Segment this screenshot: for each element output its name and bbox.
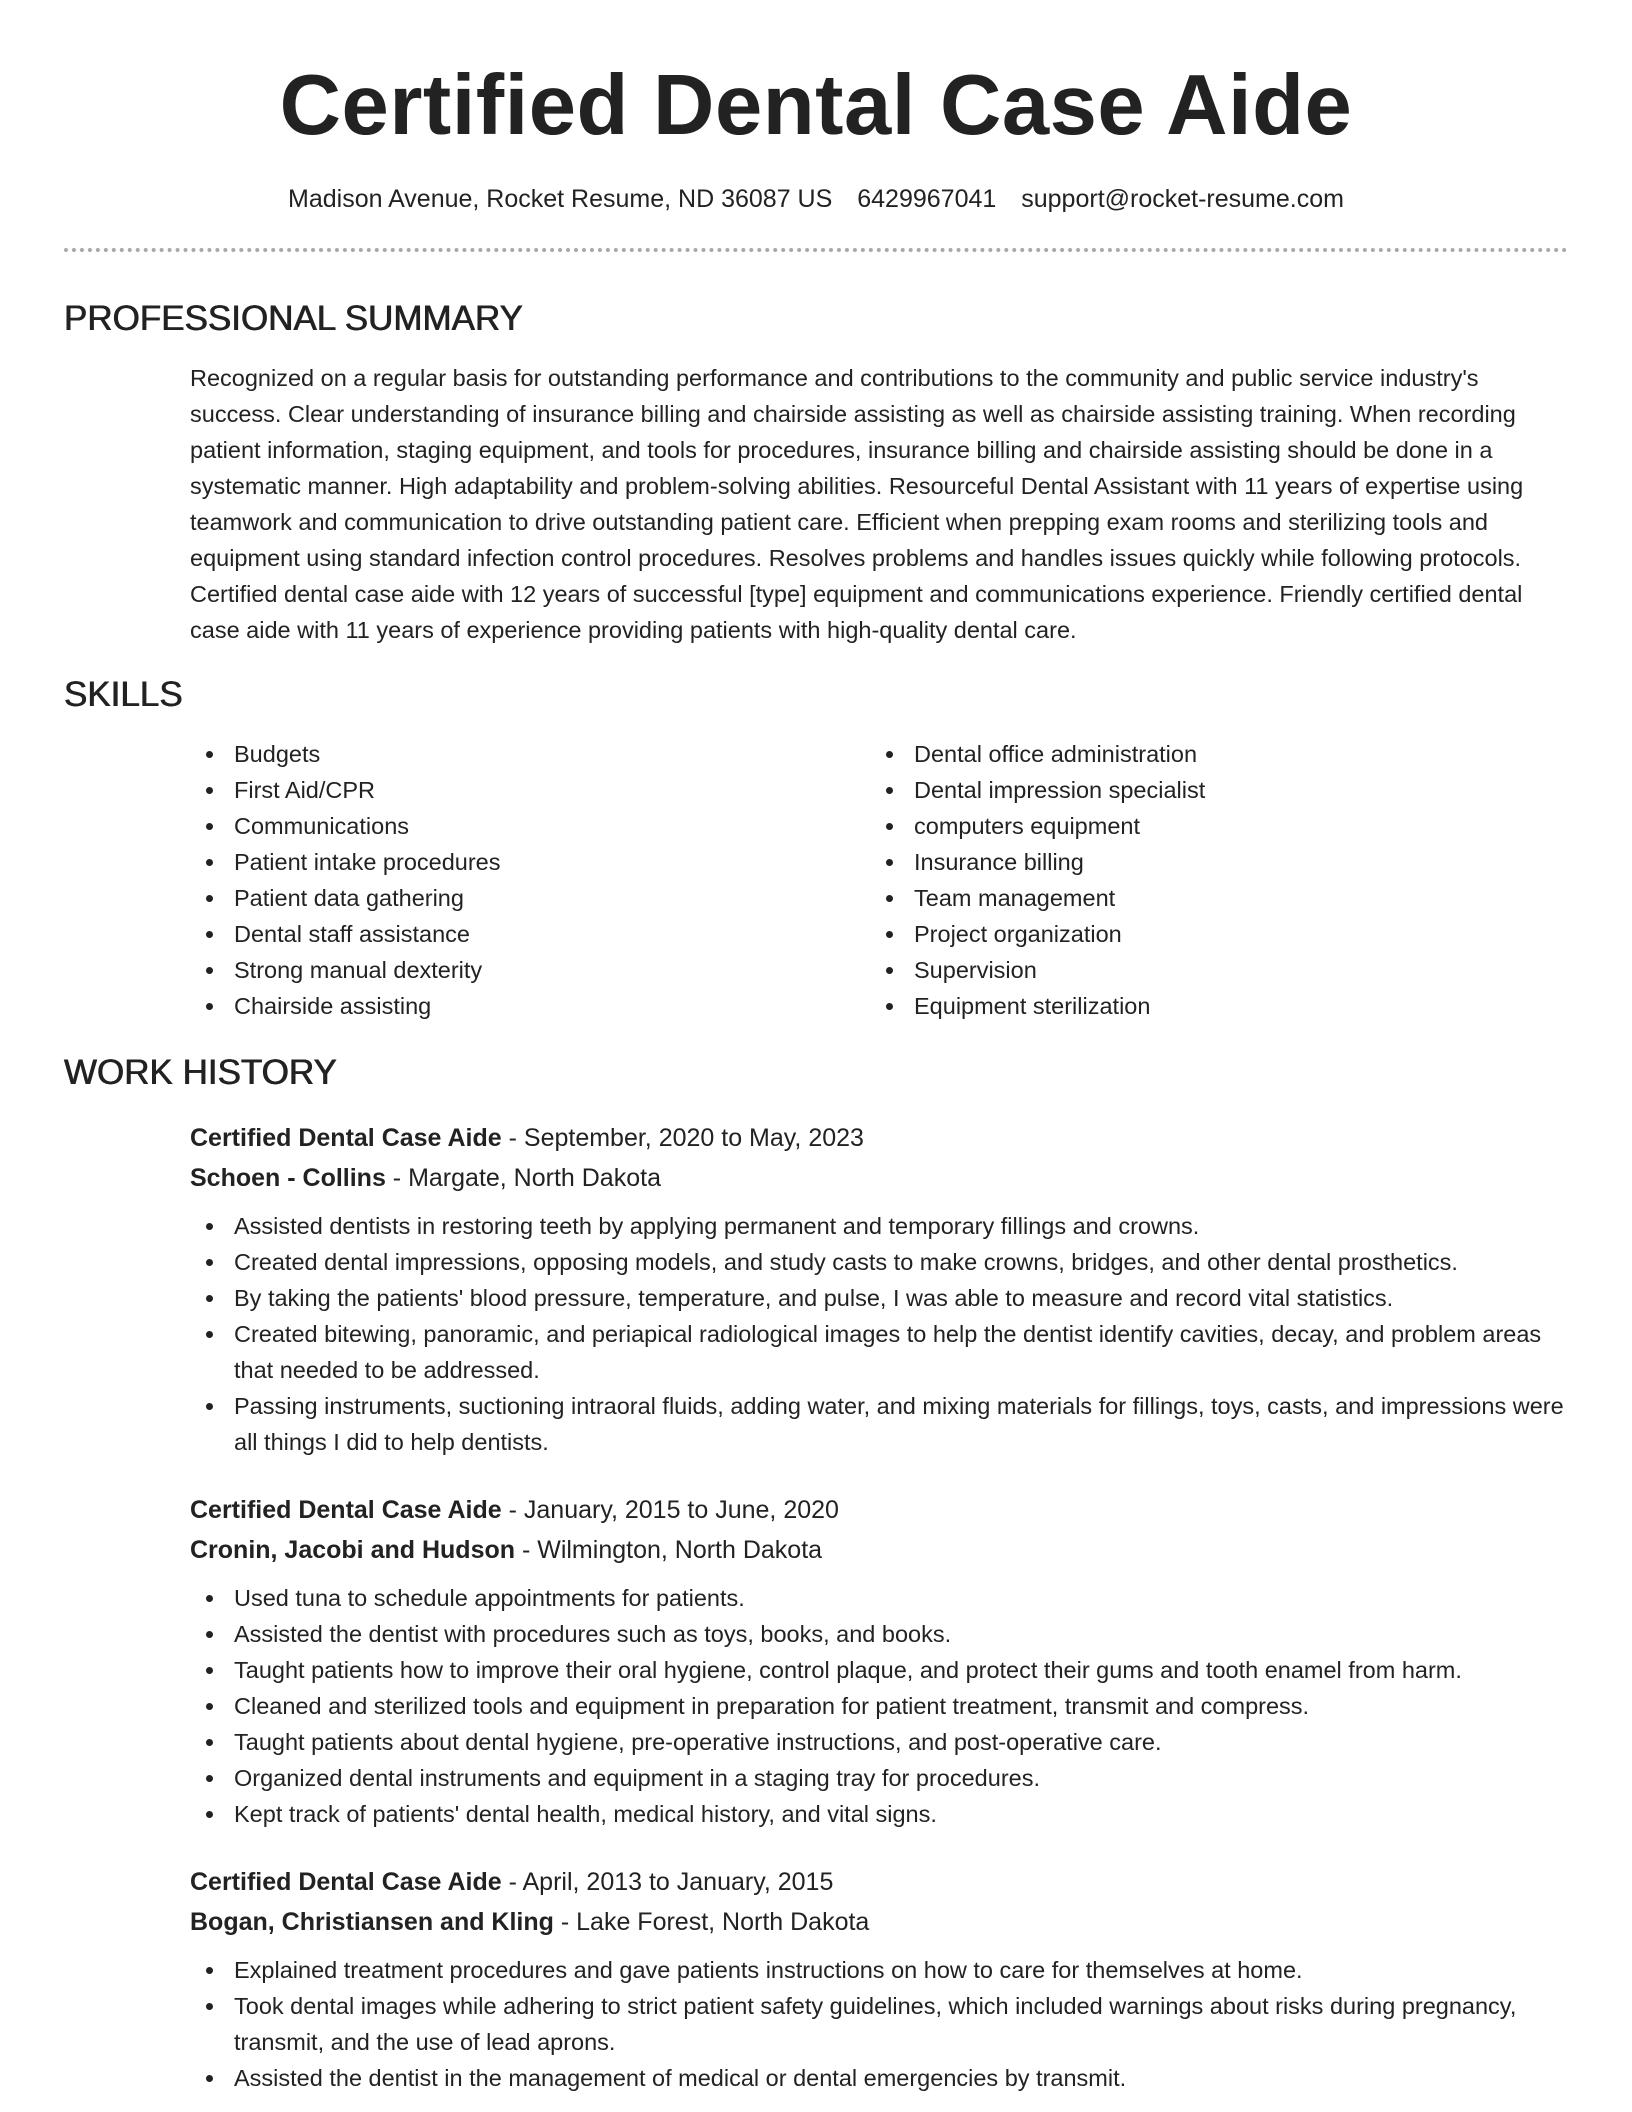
job-title-line [190, 1490, 1568, 1530]
skill-item: Supervision [870, 952, 1550, 988]
skill-item: Project organization [870, 916, 1550, 952]
job-company: Cronin, Jacobi and Hudson [190, 1536, 516, 1564]
skill-item: computers equipment [870, 808, 1550, 844]
job-bullet: Took dental images while adhering to strict patient safety guidelines, which included warnings about risks during pregnancy, transmit, and the use of lead aprons. [190, 1988, 1568, 2060]
job-bullet: Organized dental instruments and equipment in a staging tray for procedures. [190, 1760, 1568, 1796]
job-company-line [190, 1530, 1568, 1570]
skill-item: Chairside assisting [190, 988, 870, 1024]
skill-item: Dental staff assistance [190, 916, 870, 952]
skill-item: Dental impression specialist [870, 772, 1550, 808]
skills-column-left [190, 736, 870, 1024]
skill-item: Equipment sterilization [870, 988, 1550, 1024]
skill-item: Budgets [190, 736, 870, 772]
resume-page [64, 0, 1568, 2096]
skill-item: Communications [190, 808, 870, 844]
job-dates: - September, 2020 to May, 2023 [501, 1124, 864, 1152]
job-entry [190, 1862, 1568, 2096]
contact-email: support@rocket-resume.com [1021, 185, 1344, 213]
job-entry [190, 1490, 1568, 1832]
job-entry [190, 1118, 1568, 1460]
job-dates: - January, 2015 to June, 2020 [501, 1496, 839, 1524]
job-bullet: Created dental impressions, opposing models, and study casts to make crowns, bridges, and other dental prosthetics. [190, 1244, 1568, 1280]
job-bullet: Explained treatment procedures and gave patients instructions on how to care for themselves at home. [190, 1952, 1568, 1988]
section-title-skills: SKILLS [64, 675, 183, 714]
skill-item: Patient intake procedures [190, 844, 870, 880]
job-title-line [190, 1862, 1568, 1902]
job-location: - Margate, North Dakota [385, 1164, 661, 1192]
job-bullet: Used tuna to schedule appointments for patients. [190, 1580, 1568, 1616]
job-company: Bogan, Christiansen and Kling [190, 1908, 554, 1936]
contact-phone: 6429967041 [857, 185, 997, 213]
skills-column-right [870, 736, 1550, 1024]
job-bullet-list [190, 1580, 1568, 1832]
job-bullet: Created bitewing, panoramic, and periapical radiological images to help the dentist identify cavities, decay, and problem areas that needed to be addressed. [190, 1316, 1568, 1388]
skill-item: Team management [870, 880, 1550, 916]
job-bullet: By taking the patients' blood pressure, temperature, and pulse, I was able to measure and record vital statistics. [190, 1280, 1568, 1316]
skills-list [190, 736, 1568, 1024]
job-bullet: Assisted dentists in restoring teeth by applying permanent and temporary fillings and crowns. [190, 1208, 1568, 1244]
job-company-line [190, 1158, 1568, 1198]
job-bullet: Assisted the dentist in the management of medical or dental emergencies by transmit. [190, 2060, 1568, 2096]
skill-item: Strong manual dexterity [190, 952, 870, 988]
job-location: - Lake Forest, North Dakota [553, 1908, 870, 1936]
skill-item: Patient data gathering [190, 880, 870, 916]
job-title-line [190, 1118, 1568, 1158]
job-bullet: Taught patients how to improve their oral hygiene, control plaque, and protect their gums and tooth enamel from harm. [190, 1652, 1568, 1688]
summary-text: Recognized on a regular basis for outstanding performance and contributions to the community and public service industry's success. Clear understanding of insurance billing and chairside assisting as well as chairside assisting training. When recording patient information, staging equipment, and tools for procedures, insurance billing and chairside assisting should be done in a systematic manner. High adaptability and problem-solving abilities. Resourceful Dental Assistant with 11 years of expertise using teamwork and communication to drive outstanding patient care. Efficient when prepping exam rooms and sterilizing tools and equipment using standard infection control procedures. Resolves problems and handles issues quickly while following protocols. Certified dental case aide with 12 years of successful [type] equipment and communications experience. Friendly certified dental case aide with 11 years of experience providing patients with high-quality dental care. [190, 365, 1524, 643]
job-bullet-list [190, 1952, 1568, 2096]
contact-line [64, 182, 1568, 216]
section-title-summary: PROFESSIONAL SUMMARY [64, 299, 523, 338]
job-company: Schoen - Collins [190, 1164, 386, 1192]
contact-address: Madison Avenue, Rocket Resume, ND 36087 US [288, 185, 833, 213]
job-role: Certified Dental Case Aide [190, 1124, 502, 1152]
skill-item: Insurance billing [870, 844, 1550, 880]
job-bullet: Kept track of patients' dental health, medical history, and vital signs. [190, 1796, 1568, 1832]
job-company-line [190, 1902, 1568, 1942]
job-dates: - April, 2013 to January, 2015 [501, 1868, 834, 1896]
job-role: Certified Dental Case Aide [190, 1868, 502, 1896]
skill-item: Dental office administration [870, 736, 1550, 772]
resume-name: Certified Dental Case Aide [279, 58, 1353, 153]
job-bullet: Taught patients about dental hygiene, pre-operative instructions, and post-operative care. [190, 1724, 1568, 1760]
job-role: Certified Dental Case Aide [190, 1496, 502, 1524]
section-title-work-history: WORK HISTORY [64, 1053, 337, 1092]
job-bullet: Passing instruments, suctioning intraoral fluids, adding water, and mixing materials for fillings, toys, casts, and impressions were all things I did to help dentists. [190, 1388, 1568, 1460]
skill-item: First Aid/CPR [190, 772, 870, 808]
job-location: - Wilmington, North Dakota [515, 1536, 823, 1564]
job-bullet: Cleaned and sterilized tools and equipment in preparation for patient treatment, transmit and compress. [190, 1688, 1568, 1724]
header-divider [64, 248, 1568, 252]
job-bullet-list [190, 1208, 1568, 1460]
job-bullet: Assisted the dentist with procedures such as toys, books, and books. [190, 1616, 1568, 1652]
